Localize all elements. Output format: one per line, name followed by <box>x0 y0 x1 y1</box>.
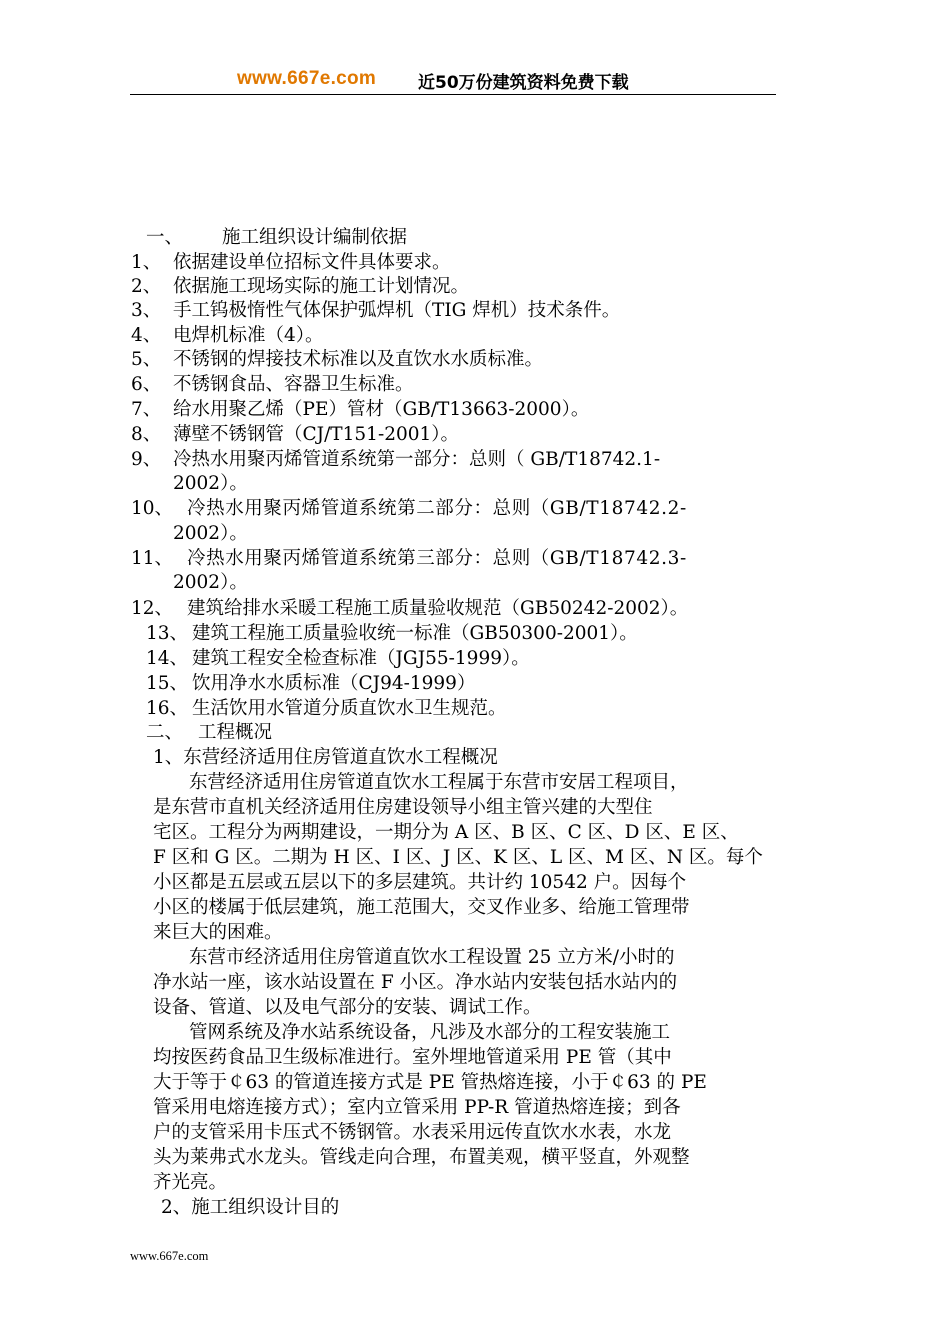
section-heading <box>146 226 407 250</box>
section-title: 工程概况 <box>198 722 273 743</box>
list-item <box>131 448 660 472</box>
list-item-number: 15、 <box>146 673 189 694</box>
section-title: 施工组织设计编制依据 <box>222 227 408 248</box>
paragraph-line: 小区的楼属于低层建筑，施工范围大，交叉作业多、给施工管理带 <box>153 897 690 918</box>
list-item-number: 16、 <box>146 698 189 719</box>
paragraph-line: 头为莱弗式水龙头。管线走向合理，布置美观，横平竖直，外观整 <box>153 1147 690 1168</box>
paragraph-line: 管采用电熔连接方式）；室内立管采用 PP-R 管道热熔连接；到各 <box>153 1097 681 1118</box>
list-item-text: 建筑工程安全检查标准（JGJ55-1999）。 <box>192 648 530 669</box>
list-item-text: 给水用聚乙烯（PE）管材（GB/T13663-2000）。 <box>173 399 590 420</box>
list-item-number: 9、 <box>131 449 162 470</box>
list-item-number: 14、 <box>146 648 189 669</box>
list-item-number: 1、 <box>131 252 162 273</box>
paragraph-line: 是东营市直机关经济适用住房建设领导小组主管兴建的大型住 <box>153 797 653 818</box>
list-item <box>131 597 688 621</box>
list-item <box>131 324 324 348</box>
paragraph-line: 户的支管采用卡压式不锈钢管。水表采用远传直饮水水表，水龙 <box>153 1122 672 1143</box>
header-site-url[interactable]: www.667e.com <box>237 68 377 89</box>
list-item <box>131 423 459 447</box>
list-item <box>131 348 543 372</box>
list-item <box>146 622 638 646</box>
list-item-text: 冷热水用聚丙烯管道系统第一部分：总则（ GB/T18742.1- <box>173 449 661 470</box>
list-item-number: 2、 <box>131 276 162 297</box>
page-header <box>130 66 776 94</box>
list-item-number: 13、 <box>146 623 189 644</box>
paragraph-line: 均按医药食品卫生级标准进行。室外埋地管道采用 PE 管（其中 <box>153 1047 672 1068</box>
subsection-title: 1、东营经济适用住房管道直饮水工程概况 <box>153 747 498 768</box>
list-item-text: 不锈钢食品、容器卫生标准。 <box>173 374 414 395</box>
list-item-text: 依据建设单位招标文件具体要求。 <box>173 252 451 273</box>
paragraph-line: 设备、管道、以及电气部分的安装、调试工作。 <box>153 997 542 1018</box>
list-item-continuation: 2002）。 <box>173 523 248 544</box>
subsection-title: 2、施工组织设计目的 <box>161 1197 340 1218</box>
list-item-text: 手工钨极惰性气体保护弧焊机（TIG 焊机）技术条件。 <box>173 300 621 321</box>
list-item-number: 7、 <box>131 399 162 420</box>
paragraph-line: 齐光亮。 <box>153 1172 228 1193</box>
list-item-number: 11、 <box>131 548 174 569</box>
paragraph-line: 宅区。工程分为两期建设，一期分为 A 区、B 区、C 区、D 区、E 区、 <box>153 822 739 843</box>
list-item <box>146 697 507 721</box>
paragraph-line: 小区都是五层或五层以下的多层建筑。共计约 10542 户。因每个 <box>153 872 687 893</box>
list-item-number: 12、 <box>131 598 174 619</box>
header-slogan: 近50万份建筑资料免费下载 <box>418 73 629 93</box>
paragraph-line: F 区和 G 区。二期为 H 区、I 区、J 区、K 区、L 区、M 区、N 区。每个 <box>153 847 763 868</box>
paragraph-line: 管网系统及净水站系统设备，凡涉及水部分的工程安装施工 <box>189 1022 671 1043</box>
header-divider <box>130 94 776 95</box>
paragraph-line: 东营经济适用住房管道直饮水工程属于东营市安居工程项目， <box>189 772 689 793</box>
list-item-number: 6、 <box>131 374 162 395</box>
list-item <box>131 373 414 397</box>
list-item <box>131 275 469 299</box>
list-item <box>131 497 687 521</box>
list-item <box>146 672 475 696</box>
list-item <box>131 299 620 323</box>
paragraph-line: 净水站一座，该水站设置在 F 小区。净水站内安装包括水站内的 <box>153 972 678 993</box>
list-item-text: 生活饮用水管道分质直饮水卫生规范。 <box>192 698 507 719</box>
list-item-text: 建筑工程施工质量验收统一标准（GB50300-2001）。 <box>192 623 638 644</box>
list-item <box>131 251 451 275</box>
paragraph-line: 东营市经济适用住房管道直饮水工程设置 25 立方米/小时的 <box>189 947 675 968</box>
list-item-continuation: 2002）。 <box>173 473 248 494</box>
paragraph-line: 来巨大的困难。 <box>153 922 283 943</box>
list-item-number: 8、 <box>131 424 162 445</box>
list-item <box>131 398 589 422</box>
section-number: 二、 <box>146 722 184 743</box>
list-item <box>146 647 530 671</box>
list-item-number: 5、 <box>131 349 162 370</box>
section-heading <box>146 721 272 745</box>
list-item-number: 10、 <box>131 498 174 519</box>
list-item-text: 冷热水用聚丙烯管道系统第二部分：总则（GB/T18742.2- <box>187 498 687 519</box>
list-item-number: 4、 <box>131 325 162 346</box>
list-item-text: 建筑给排水采暖工程施工质量验收规范（GB50242-2002）。 <box>187 598 689 619</box>
list-item-text: 饮用净水水质标准（CJ94-1999） <box>192 673 476 694</box>
list-item-text: 冷热水用聚丙烯管道系统第三部分：总则（GB/T18742.3- <box>187 548 687 569</box>
list-item-text: 不锈钢的焊接技术标准以及直饮水水质标准。 <box>173 349 544 370</box>
list-item-number: 3、 <box>131 300 162 321</box>
list-item-text: 依据施工现场实际的施工计划情况。 <box>173 276 470 297</box>
paragraph-line: 大于等于￠63 的管道连接方式是 PE 管热熔连接，小于￠63 的 PE <box>153 1072 707 1093</box>
list-item-continuation: 2002）。 <box>173 572 248 593</box>
list-item <box>131 547 687 571</box>
footer-site-url[interactable]: www.667e.com <box>130 1249 209 1263</box>
list-item-text: 电焊机标准（4）。 <box>173 325 324 346</box>
list-item-text: 薄壁不锈钢管（CJ/T151-2001）。 <box>173 424 460 445</box>
section-number: 一、 <box>146 227 184 248</box>
